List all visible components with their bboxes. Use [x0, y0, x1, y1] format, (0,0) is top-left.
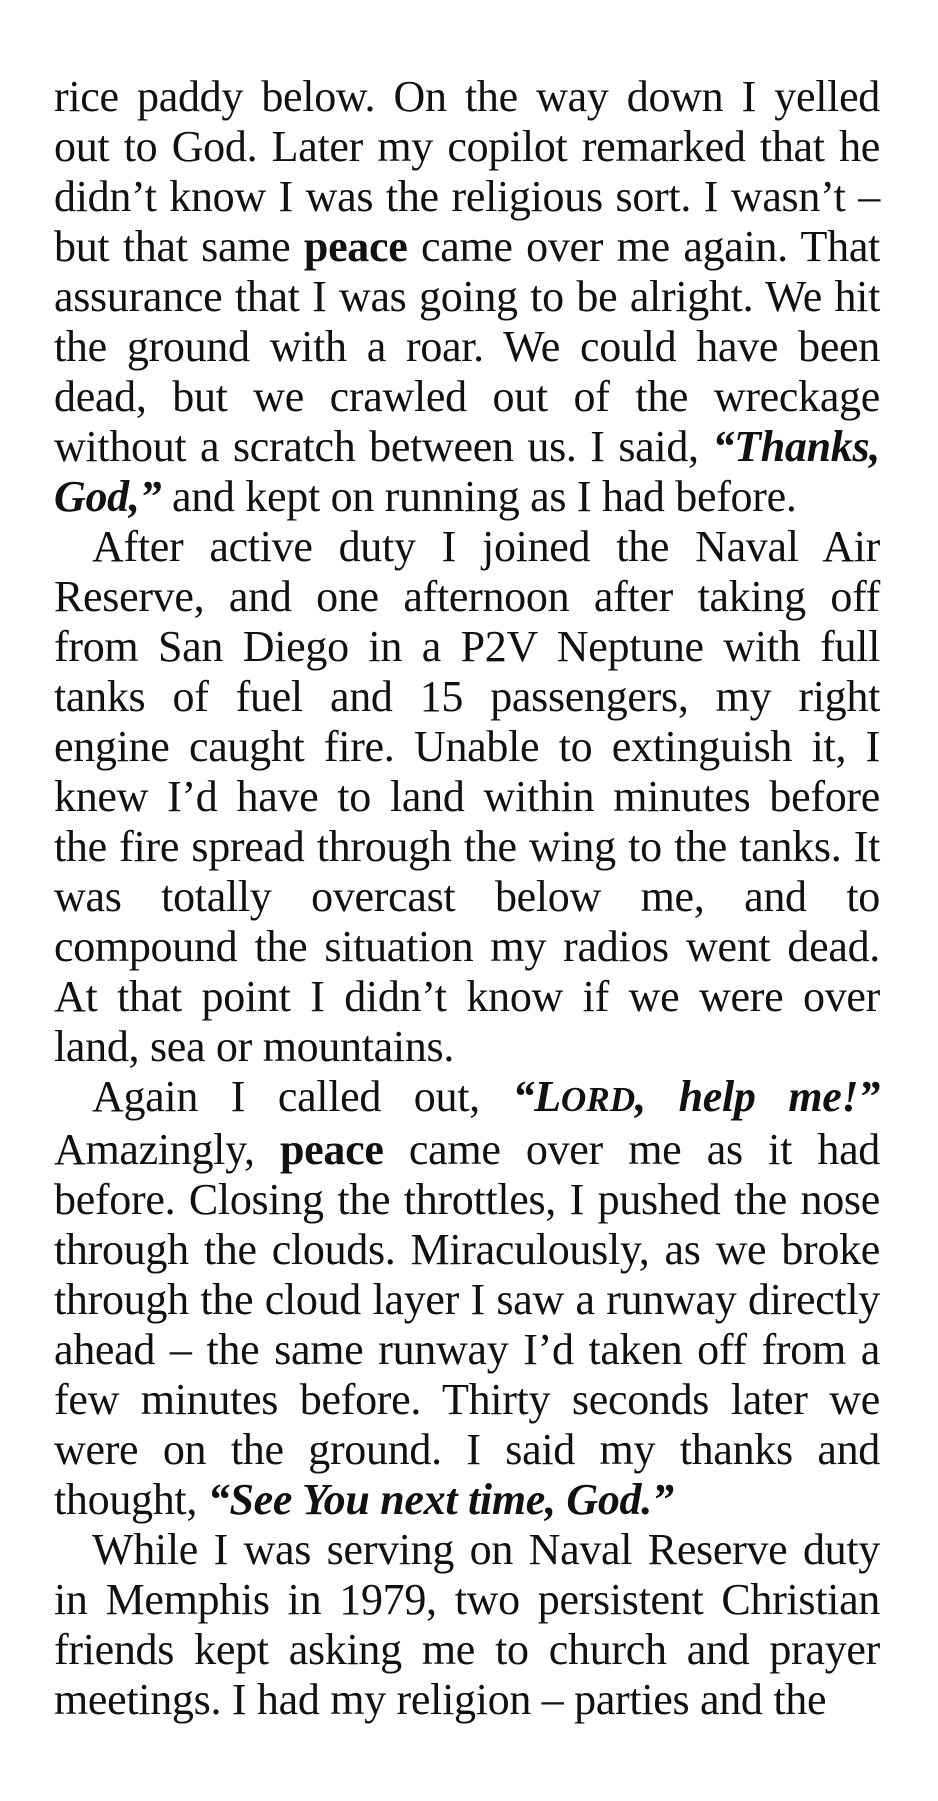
text-run: Amazingly,: [54, 1125, 281, 1174]
paragraph-3: [54, 1072, 880, 1525]
text-run: and kept on running as I had before.: [161, 472, 797, 521]
quote-lord-open: “L: [512, 1072, 561, 1121]
paragraph-1: [54, 72, 880, 522]
text-run: came over me again. That assurance that I was going to be alright. We hit the ground with a roar. We could have been dead, but we crawled out of the wreckage without a scratch between us. I said,: [54, 222, 880, 471]
quote-lord-smallcaps: ORD: [560, 1080, 636, 1119]
text-run: After active duty I joined the Naval Air Reserve, and one afternoon after taking off from San Diego in a P2V Neptune with full tanks of fuel and 15 passengers, my right engine caught fire. Unable to extinguish it, I knew I’d have to land within minutes before the fire spread through the wing to the tanks. It was totally overcast below me, and to compound the situation my radios went dead. At that point I didn’t know if we were over land, sea or mountains.: [54, 522, 880, 1071]
paragraph-2: [54, 522, 880, 1072]
page-body: [54, 72, 880, 1725]
text-run: While I was serving on Naval Reserve duty in Memphis in 1979, two persistent Christian friends kept asking me to church and prayer meetings. I had my religion – parties and the: [54, 1525, 880, 1724]
paragraph-4: [54, 1525, 880, 1725]
emphasis-peace: peace: [303, 222, 408, 271]
quote-thanks-god: “Thanks, God,”: [54, 422, 880, 521]
text-run: came over me as it had before. Closing the throttles, I pushed the nose through the clouds. Miraculously, as we broke through the cloud layer I saw a runway directly ahead – the same runway I’d taken off from a few minutes before. Thirty seconds later we were on the ground. I said my thanks and thought,: [54, 1125, 880, 1524]
quote-see-you: “See You next time, God.”: [207, 1475, 674, 1524]
emphasis-peace: peace: [280, 1125, 384, 1174]
text-run: Again I called out,: [92, 1072, 513, 1121]
text-run: rice paddy below. On the way down I yelled out to God. Later my copilot remarked that he didn’t know I was the religious sort. I wasn’t – but that same: [54, 72, 880, 271]
quote-lord-close: , help me!”: [635, 1072, 880, 1121]
